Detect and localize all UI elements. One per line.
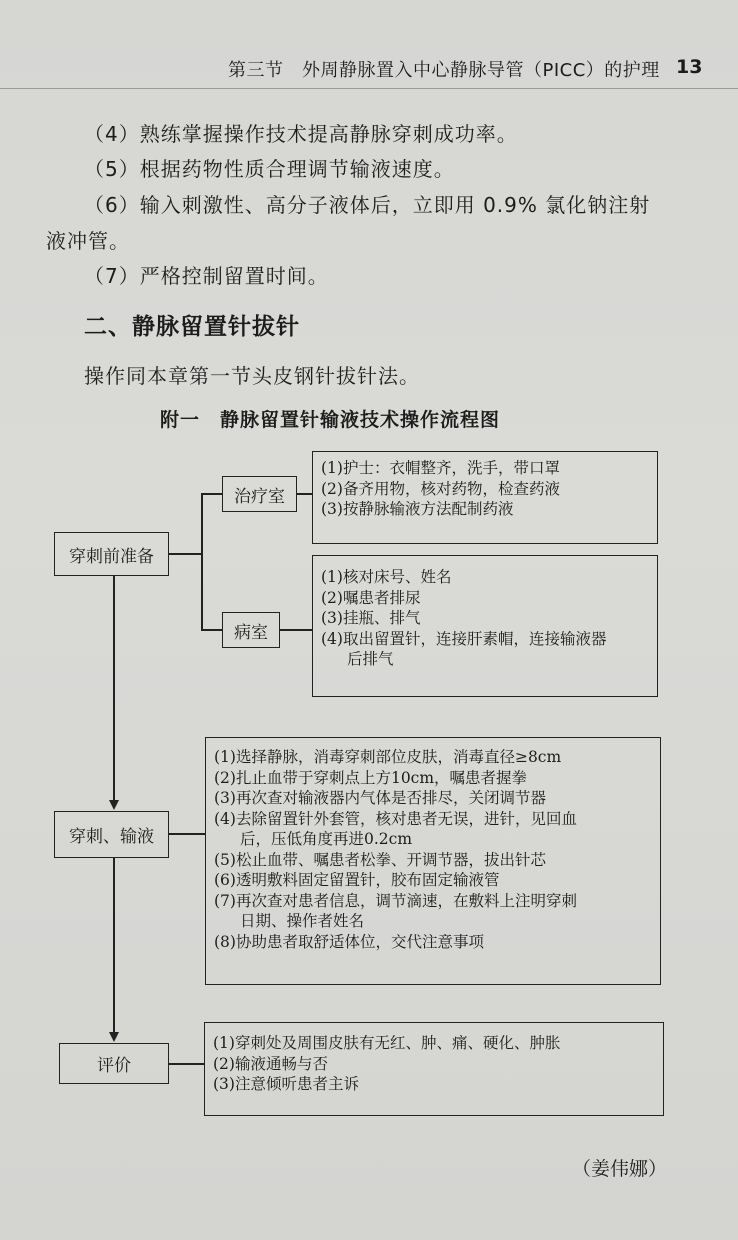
step-item: (3)再次查对输液器内气体是否排尽，关闭调节器 xyxy=(214,789,546,807)
arrow-line xyxy=(113,858,115,1038)
connector xyxy=(168,1063,204,1065)
flowchart-title: 附一 静脉留置针输液技术操作流程图 xyxy=(160,409,501,431)
evaluation-steps xyxy=(204,1022,664,1116)
branch-treatment-room-box xyxy=(222,476,297,512)
connector xyxy=(168,553,202,555)
connector xyxy=(280,629,312,631)
arrow-line xyxy=(113,575,115,805)
stage-puncture-box xyxy=(54,811,169,858)
stage-preparation-box xyxy=(54,532,169,576)
connector xyxy=(201,493,222,495)
step-item: (4)取出留置针，连接肝素帽，连接输液器 xyxy=(321,629,607,648)
section-text: 操作同本章第一节头皮钢针拔针法。 xyxy=(84,364,420,388)
step-item: (3)挂瓶、排气 xyxy=(321,609,421,627)
step-item: (3)按静脉输液方法配制药液 xyxy=(321,500,514,518)
step-item: (2)嘱患者排尿 xyxy=(321,588,421,607)
step-item-continued: 后，压低角度再进0.2cm xyxy=(240,830,413,848)
author-credit: （姜伟娜） xyxy=(572,1158,668,1180)
step-item: (1)选择静脉，消毒穿刺部位皮肤，消毒直径≥8cm xyxy=(214,748,562,766)
branch-ward-label: 病室 xyxy=(234,622,268,643)
step-item: (2)输液通畅与否 xyxy=(213,1054,328,1073)
paragraph-6-cont: 液冲管。 xyxy=(46,229,130,253)
paragraph-7: （7）严格控制留置时间。 xyxy=(84,264,329,288)
paragraph-5: （5）根据药物性质合理调节输液速度。 xyxy=(84,157,455,181)
running-header: 第三节 外周静脉置入中心静脉导管（PICC）的护理 xyxy=(228,60,660,81)
step-item-continued: 日期、操作者姓名 xyxy=(240,912,365,930)
ward-steps xyxy=(312,555,658,697)
arrow-head xyxy=(109,1032,119,1042)
step-item: (7)再次查对患者信息，调节滴速，在敷料上注明穿刺 xyxy=(214,891,577,910)
step-item: (1)护士：衣帽整齐，洗手，带口罩 xyxy=(321,459,560,477)
step-item: (2)扎止血带于穿刺点上方10cm，嘱患者握拳 xyxy=(214,768,528,787)
step-item: (5)松止血带、嘱患者松拳、开调节器，拔出针芯 xyxy=(214,850,546,869)
step-item: (1)穿刺处及周围皮肤有无红、肿、痛、硬化、肿胀 xyxy=(213,1034,561,1052)
step-item: (4)去除留置针外套管，核对患者无误，进针，见回血 xyxy=(214,809,577,828)
step-item: (1)核对床号、姓名 xyxy=(321,568,452,586)
connector xyxy=(296,493,312,495)
connector xyxy=(168,833,205,835)
step-item: (3)注意倾听患者主诉 xyxy=(213,1075,359,1093)
step-item-continued: 后排气 xyxy=(347,650,394,668)
step-item: (8)协助患者取舒适体位，交代注意事项 xyxy=(214,932,484,951)
header-rule xyxy=(0,88,738,89)
stage-preparation-label: 穿刺前准备 xyxy=(69,546,154,567)
paragraph-4: （4）熟练掌握操作技术提高静脉穿刺成功率。 xyxy=(84,122,518,146)
step-item: (6)透明敷料固定留置针，胶布固定输液管 xyxy=(214,871,500,889)
branch-treatment-room-label: 治疗室 xyxy=(234,486,285,507)
page-number: 13 xyxy=(676,56,703,78)
stage-puncture-label: 穿刺、输液 xyxy=(69,827,154,847)
step-item: (2)备齐用物，核对药物，检查药液 xyxy=(321,479,560,498)
treatment-room-steps xyxy=(312,451,658,544)
puncture-steps xyxy=(205,737,661,985)
section-heading: 二、静脉留置针拔针 xyxy=(84,314,300,340)
arrow-head xyxy=(109,800,119,810)
paragraph-6: （6）输入刺激性、高分子液体后，立即用 0.9% 氯化钠注射 xyxy=(84,193,651,217)
connector xyxy=(201,493,203,630)
stage-evaluation-label: 评价 xyxy=(97,1056,131,1076)
connector xyxy=(201,629,222,631)
branch-ward-box xyxy=(222,612,280,648)
stage-evaluation-box xyxy=(59,1043,169,1084)
